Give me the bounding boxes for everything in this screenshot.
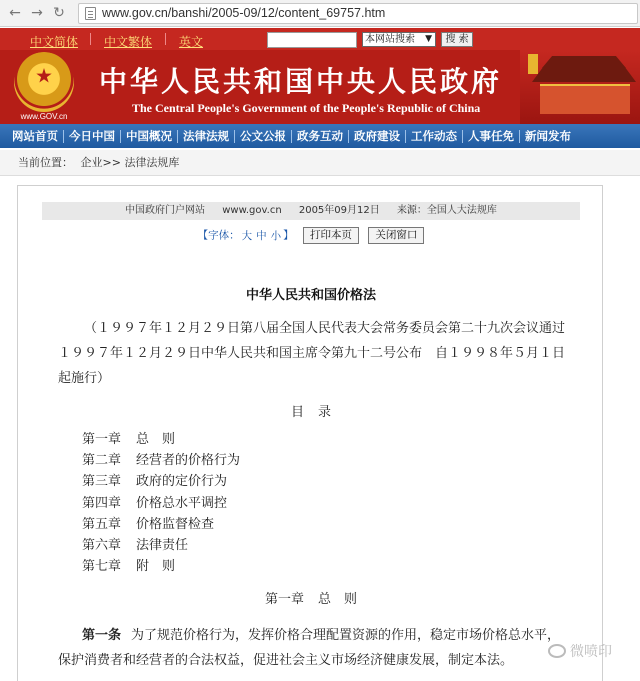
font-size-label: 【字体： [197,229,240,242]
meta-domain: www.gov.cn [222,205,282,216]
nav-press[interactable]: 新闻发布 [525,129,571,143]
browser-toolbar [0,0,640,27]
toc-item-num: 第七章 [82,559,122,575]
toc-item-title: 价格总水平调控 [136,495,228,511]
toc-item[interactable] [82,535,240,556]
article-paragraph [58,623,566,673]
watermark-text: 微喷印 [570,644,612,660]
toc-item[interactable] [82,429,240,450]
font-size-medium[interactable]: 中 [256,229,267,242]
main-nav [0,124,640,148]
nav-home[interactable]: 网站首页 [12,129,58,143]
divider [63,130,64,143]
back-arrow-icon[interactable]: ← [9,5,21,21]
nav-appointments[interactable]: 人事任免 [468,129,514,143]
search-scope-value: 本网站搜索 [365,34,415,45]
header-top-strip [0,28,640,50]
site-header [0,28,640,124]
toc-item-title: 附 则 [136,559,176,575]
toc-item[interactable] [82,450,240,471]
meta-source: 来源：全国人大法规库 [396,205,497,216]
article-meta [42,202,580,220]
toc-item-num: 第一章 [82,432,122,447]
chapter-heading-title: 总 则 [318,592,358,607]
nav-china-overview[interactable]: 中国概况 [126,129,172,143]
lang-link-english[interactable]: 英文 [179,35,204,49]
site-search [267,32,473,48]
chevron-down-icon: ▼ [425,34,432,44]
table-of-contents [82,429,240,577]
divider [234,130,235,143]
divider [177,130,178,143]
toc-item-title: 经营者的价格行为 [136,453,241,469]
font-size-large[interactable]: 大 [241,229,253,242]
divider [519,130,520,143]
search-input[interactable] [267,32,357,48]
nav-today-china[interactable]: 今日中国 [69,129,115,143]
document-intro: （１９９７年１２月２９日第八届全国人民代表大会常务委员会第二十九次会议通过 １９９７年１２月２９日中华人民共和国主席令第九十二号公布 自１９９８年５月１日起施行） [58,321,579,386]
toc-item[interactable] [82,556,240,577]
divider [90,33,91,45]
breadcrumb-item-law-library[interactable]: 法律法规库 [124,156,180,169]
font-size-small[interactable]: 小 [270,229,282,242]
document-title: 中华人民共和国价格法 [245,288,376,303]
lang-link-simplified[interactable]: 中文简体 [30,35,79,49]
nav-laws[interactable]: 法律法规 [183,129,229,143]
watermark [548,641,612,661]
nav-government[interactable]: 政府建设 [354,129,400,143]
search-scope-select[interactable] [362,32,436,47]
article-tools [18,227,604,247]
site-logo-text: www.GOV.cn [20,112,68,121]
divider [120,130,121,143]
toc-item-num: 第五章 [82,516,122,532]
nav-bulletins[interactable]: 公文公报 [240,129,286,143]
toc-item-num: 第四章 [82,495,122,511]
article-text: 为了规范价格行为，发挥价格合理配置资源的作用，稳定市场价格总水平，保护消费者和经营者的合法权益，促进社会主义市场经济健康发展，制定本法。 [58,628,561,668]
site-title-cn: 中华人民共和国中央人民政府 [99,65,503,98]
divider [462,130,463,143]
nav-work-news[interactable]: 工作动态 [411,129,457,143]
divider [291,130,292,143]
page-icon [85,7,96,20]
url-text: www.gov.cn/banshi/2005-09/12/content_69757.htm [102,6,386,20]
print-button[interactable]: 打印本页 [303,227,359,244]
nav-interaction[interactable]: 政务互动 [297,129,343,143]
article-container [17,185,603,681]
chapter-heading-num: 第一章 [264,592,304,607]
site-title-en: The Central People's Government of the People's Republic of China [132,101,481,115]
divider [405,130,406,143]
toc-item[interactable] [82,493,240,514]
toc-item-title: 政府的定价行为 [136,474,228,490]
address-bar[interactable] [78,3,638,24]
lang-link-traditional[interactable]: 中文繁体 [104,35,153,49]
toc-item[interactable] [82,514,240,535]
toc-item-num: 第六章 [82,538,122,554]
close-window-button[interactable]: 关闭窗口 [368,227,424,244]
toc-item-title: 法律责任 [136,538,189,554]
breadcrumb-label: 当前位置： [18,156,73,169]
wechat-icon [548,644,566,658]
toc-item-title: 价格监督检查 [136,516,215,532]
search-button[interactable]: 搜 索 [441,32,473,47]
toc-item-title: 总 则 [136,432,176,447]
toc-item-num: 第二章 [82,453,122,469]
font-size-end: 】 [283,229,294,242]
breadcrumb [0,150,640,176]
reload-icon[interactable]: ↻ [53,5,65,21]
divider [165,33,166,45]
forward-arrow-icon[interactable]: → [31,5,43,21]
article-label: 第一条 [82,628,122,643]
breadcrumb-item-enterprise[interactable]: 企业>> [80,156,121,169]
tiananmen-gate-icon [520,50,640,124]
toc-heading: 目录 [290,405,345,420]
chapter-heading [18,588,604,607]
meta-site: 中国政府门户网站 [125,205,206,216]
meta-date: 2005年09月12日 [298,205,380,216]
national-emblem-icon [14,52,74,112]
toc-item[interactable] [82,471,240,492]
divider [348,130,349,143]
toc-item-num: 第三章 [82,474,122,490]
